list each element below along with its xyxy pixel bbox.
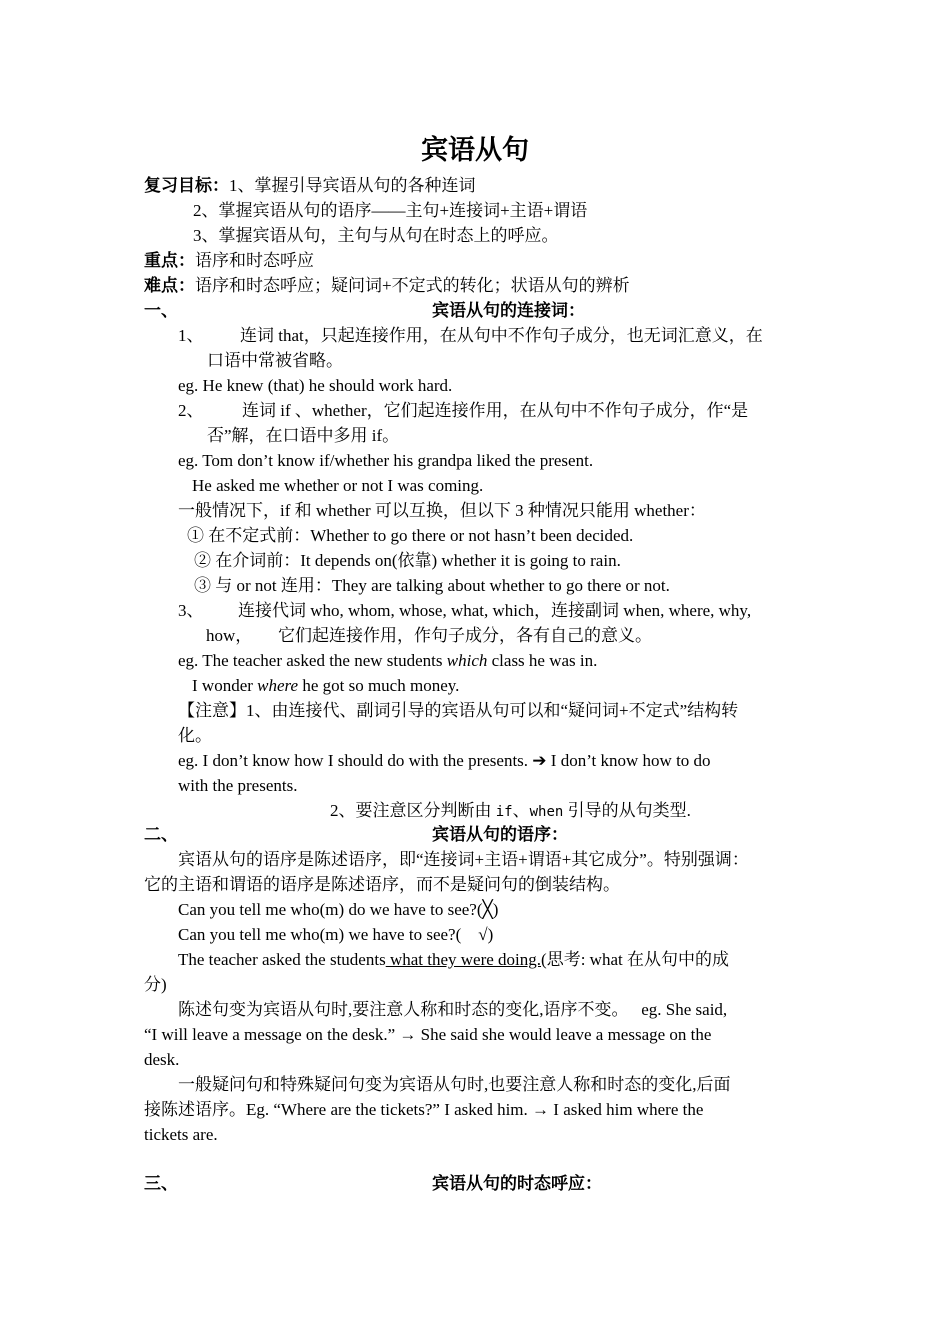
general-rule: 一般情况下，if 和 whether 可以互换，但以下 3 种情况只能用 whether： xyxy=(178,501,706,520)
note-2-part-c: 引导的从句类型. xyxy=(563,801,691,820)
note-line-1: 【注意】1、由连接代、副词引导的宾语从句可以和“疑问词+不定式”结构转 xyxy=(178,701,739,720)
para-2-part-a: “I will leave a message on the desk.” xyxy=(144,1025,400,1044)
example-4-line-1 xyxy=(178,749,711,773)
section-3-title: 宾语从句的时态呼应： xyxy=(432,1174,602,1193)
case-2: ② 在介词前：It depends on(依靠) whether it is going to rain. xyxy=(194,551,621,570)
example-3-underlined: what they were doing. xyxy=(385,950,542,969)
example-right: Can you tell me who(m) we have to see?( √) xyxy=(178,925,494,944)
section-1-title: 宾语从句的连接词： xyxy=(432,301,585,320)
example-4-part-b: I don’t know how to do xyxy=(546,751,711,770)
para-3-part-b: I asked him where the xyxy=(549,1100,704,1119)
note-2-if: if xyxy=(495,804,513,820)
example-3-line-2: 分) xyxy=(144,975,167,994)
difficulty-label: 难点： xyxy=(144,276,195,295)
note-2-part-a: 2、要注意区分判断由 xyxy=(330,801,496,820)
example-4-line-2: with the presents. xyxy=(178,776,298,795)
section-2-para-2-line-2 xyxy=(144,1023,711,1047)
section-2-para-1-line-1: 宾语从句的语序是陈述语序，即“连接词+主语+谓语+其它成分”。特别强调： xyxy=(178,850,749,869)
note-2-when: when xyxy=(529,804,564,820)
section-2-para-2-line-1: 陈述句变为宾语从句时,要注意人称和时态的变化,语序不变。 eg. She said, xyxy=(178,1000,728,1019)
item-3-line-2b: 它们起连接作用，作句子成分，各有自己的意义。 xyxy=(278,626,652,645)
example-3a xyxy=(178,649,597,673)
section-1-number: 一、 xyxy=(144,301,178,320)
arrow-icon: ➔ xyxy=(532,751,547,770)
section-2-para-3-line-1: 一般疑问句和特殊疑问句变为宾语从句时,也要注意人称和时态的变化,后面 xyxy=(178,1075,731,1094)
goal-3: 3、掌握宾语从句，主句与从句在时态上的呼应。 xyxy=(193,226,559,245)
item-2-line-2: 否”解，在口语中多用 if。 xyxy=(207,426,400,445)
case-1: ① 在不定式前：Whether to go there or not hasn’t been decided. xyxy=(187,526,634,545)
section-2-para-3-line-2 xyxy=(144,1098,703,1122)
item-3-line-2a: how， xyxy=(206,626,253,645)
example-3a-emphasis: which xyxy=(446,651,488,670)
example-3-line-1 xyxy=(178,948,729,972)
note-line-2: 化。 xyxy=(178,726,212,745)
example-3b-emphasis: where xyxy=(257,676,299,695)
example-1: eg. He knew (that) he should work hard. xyxy=(178,376,453,395)
example-3-part-b: (思考: what 在从句中的成 xyxy=(541,950,729,969)
section-2-para-1-line-2: 它的主语和谓语的语序是陈述语序，而不是疑问句的倒装结构。 xyxy=(144,875,620,894)
page-title: 宾语从句 xyxy=(421,135,529,165)
note-2-part-b: 、 xyxy=(512,801,530,820)
section-2-para-3-line-3: tickets are. xyxy=(144,1125,218,1144)
goals-line-1 xyxy=(144,174,476,198)
section-3-number: 三、 xyxy=(144,1174,178,1193)
key-point-text: 语序和时态呼应 xyxy=(195,251,314,270)
difficulty-text: 语序和时态呼应；疑问词+不定式的转化；状语从句的辨析 xyxy=(195,276,630,295)
example-3-part-a: The teacher asked the students xyxy=(178,950,386,969)
example-2b: He asked me whether or not I was coming. xyxy=(192,476,484,495)
goal-2: 2、掌握宾语从句的语序——主句+连接词+主语+谓语 xyxy=(193,201,588,220)
note-2 xyxy=(330,799,691,824)
item-1-number: 1、 xyxy=(178,326,204,345)
item-2-line-1: 连词 if 、whether，它们起连接作用，在从句中不作句子成分，作“是 xyxy=(242,401,749,420)
item-1-line-1: 连词 that，只起连接作用，在从句中不作句子成分，也无词汇意义，在 xyxy=(240,326,763,345)
section-2-number: 二、 xyxy=(144,825,178,844)
item-3-number: 3、 xyxy=(178,601,204,620)
item-1-line-2: 口语中常被省略。 xyxy=(207,351,343,370)
case-3: ③ 与 or not 连用：They are talking about whether to go there or not. xyxy=(194,576,670,595)
example-3b xyxy=(192,674,459,698)
arrow-right-icon: → xyxy=(532,1100,550,1119)
item-3-line-1: 连接代词 who, whom, whose, what, which，连接副词 when, where, why, xyxy=(238,601,752,620)
arrow-right-icon: → xyxy=(399,1025,417,1044)
goal-1: 1、掌握引导宾语从句的各种连词 xyxy=(229,176,476,195)
section-2-para-2-line-3: desk. xyxy=(144,1050,180,1069)
key-point-label: 重点： xyxy=(144,251,195,270)
example-2a: eg. Tom don’t know if/whether his grandpa liked the present. xyxy=(178,451,594,470)
example-wrong: Can you tell me who(m) do we have to see?(╳) xyxy=(178,900,499,919)
difficulty-line xyxy=(144,274,630,298)
example-3a-pre: eg. The teacher asked the new students xyxy=(178,651,447,670)
item-2-number: 2、 xyxy=(178,401,204,420)
para-3-part-a: 接陈述语序。Eg. “Where are the tickets?” I asked him. xyxy=(144,1100,533,1119)
example-3b-pre: I wonder xyxy=(192,676,258,695)
para-2-part-b: She said she would leave a message on the xyxy=(416,1025,712,1044)
example-4-part-a: eg. I don’t know how I should do with the presents. xyxy=(178,751,533,770)
section-2-title: 宾语从句的语序： xyxy=(432,825,568,844)
goals-label: 复习目标： xyxy=(144,176,229,195)
example-3b-post: he got so much money. xyxy=(298,676,460,695)
example-3a-post: class he was in. xyxy=(487,651,598,670)
key-point-line xyxy=(144,249,314,273)
